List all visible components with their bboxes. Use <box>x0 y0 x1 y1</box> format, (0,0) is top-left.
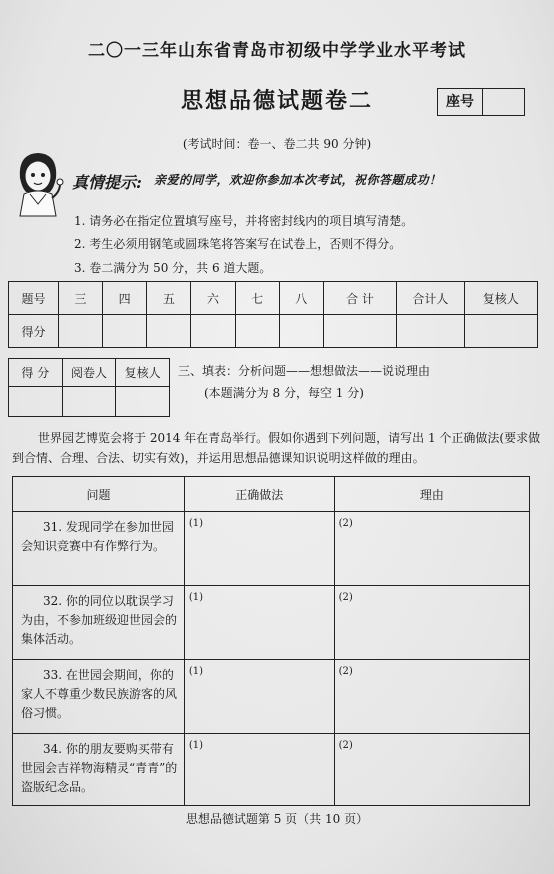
score-cell[interactable] <box>464 315 537 348</box>
question-text: 34. 你的朋友要购买带有世园会吉祥物海精灵“青青”的盗版纪念品。 <box>13 734 185 806</box>
answer-row <box>13 512 530 586</box>
grader-cell[interactable] <box>116 387 170 417</box>
answer-table <box>12 476 530 806</box>
grader-header-cell: 复核人 <box>116 359 170 387</box>
section-subtitle: (本题满分为 8 分，每空 1 分) <box>204 386 364 400</box>
score-header-row <box>9 282 538 315</box>
note-1: 1. 请务必在指定位置填写座号，并将密封线内的项目填写清楚。 <box>74 214 414 228</box>
score-header-cell: 复核人 <box>464 282 537 315</box>
score-row-label: 得分 <box>9 315 59 348</box>
grader-cell[interactable] <box>9 387 63 417</box>
answer-cell-method[interactable]: (1) <box>184 734 334 806</box>
answer-header-cell: 问题 <box>13 477 185 512</box>
score-row <box>9 315 538 348</box>
section-title: 三、填表：分析问题——想想做法——说说理由 <box>178 364 431 378</box>
score-cell[interactable] <box>279 315 323 348</box>
grader-header-row <box>9 359 170 387</box>
score-cell[interactable] <box>58 315 102 348</box>
exam-name: 二〇一三年山东省青岛市初级中学学业水平考试 <box>88 41 466 61</box>
score-cell[interactable] <box>147 315 191 348</box>
note-2: 2. 考生必须用钢笔或圆珠笔将答案写在试卷上，否则不得分。 <box>74 237 402 251</box>
score-header-cell: 三 <box>58 282 102 315</box>
score-cell[interactable] <box>191 315 235 348</box>
answer-row <box>13 660 530 734</box>
paper-title: 思想品德试题卷二 <box>180 88 373 114</box>
seat-label: 座号 <box>438 89 483 115</box>
tip-label: 真情提示: <box>72 173 142 192</box>
answer-cell-method[interactable]: (1) <box>184 660 334 734</box>
answer-row <box>13 734 530 806</box>
cartoon-girl-icon <box>10 148 66 218</box>
answer-header-row <box>13 477 530 512</box>
score-header-cell: 四 <box>103 282 147 315</box>
score-table <box>8 281 538 348</box>
exam-time: (考试时间：卷一、卷二共 90 分钟) <box>182 137 372 151</box>
question-text: 33. 在世园会期间，你的家人不尊重少数民族游客的风俗习惯。 <box>13 660 185 734</box>
score-header-cell: 八 <box>279 282 323 315</box>
answer-cell-reason[interactable]: (2) <box>334 660 529 734</box>
answer-header-cell: 理由 <box>334 477 529 512</box>
score-header-cell: 五 <box>147 282 191 315</box>
answer-cell-method[interactable]: (1) <box>184 586 334 660</box>
answer-header-cell: 正确做法 <box>184 477 334 512</box>
note-3: 3. 卷二满分为 50 分，共 6 道大题。 <box>74 261 272 275</box>
grader-row <box>9 387 170 417</box>
grader-header-cell: 阅卷人 <box>62 359 116 387</box>
tip-text: 亲爱的同学，欢迎你参加本次考试，祝你答题成功！ <box>154 173 442 187</box>
question-text: 31. 发现同学在参加世园会知识竞赛中有作弊行为。 <box>13 512 185 586</box>
section-intro: 世界园艺博览会将于 2014 年在青岛举行。假如你遇到下列问题，请写出 1 个正确做法(要求做到合情、合理、合法、切实有效)，并运用思想品德课知识说明这样做的理由。 <box>12 431 541 465</box>
score-header-cell: 六 <box>191 282 235 315</box>
answer-cell-reason[interactable]: (2) <box>334 734 529 806</box>
grader-table <box>8 358 170 417</box>
answer-cell-reason[interactable]: (2) <box>334 512 529 586</box>
score-cell[interactable] <box>397 315 464 348</box>
score-header-cell: 合计人 <box>397 282 464 315</box>
answer-cell-method[interactable]: (1) <box>184 512 334 586</box>
score-header-cell: 题号 <box>9 282 59 315</box>
answer-cell-reason[interactable]: (2) <box>334 586 529 660</box>
page-footer: 思想品德试题第 5 页（共 10 页） <box>185 812 369 826</box>
score-header-cell: 合 计 <box>323 282 396 315</box>
score-cell[interactable] <box>235 315 279 348</box>
seat-number-box <box>437 88 525 116</box>
seat-number-field[interactable] <box>483 89 524 115</box>
score-header-cell: 七 <box>235 282 279 315</box>
question-text: 32. 你的同位以耽误学习为由，不参加班级迎世园会的集体活动。 <box>13 586 185 660</box>
grader-header-cell: 得 分 <box>9 359 63 387</box>
answer-row <box>13 586 530 660</box>
grader-cell[interactable] <box>62 387 116 417</box>
score-cell[interactable] <box>323 315 396 348</box>
score-cell[interactable] <box>103 315 147 348</box>
